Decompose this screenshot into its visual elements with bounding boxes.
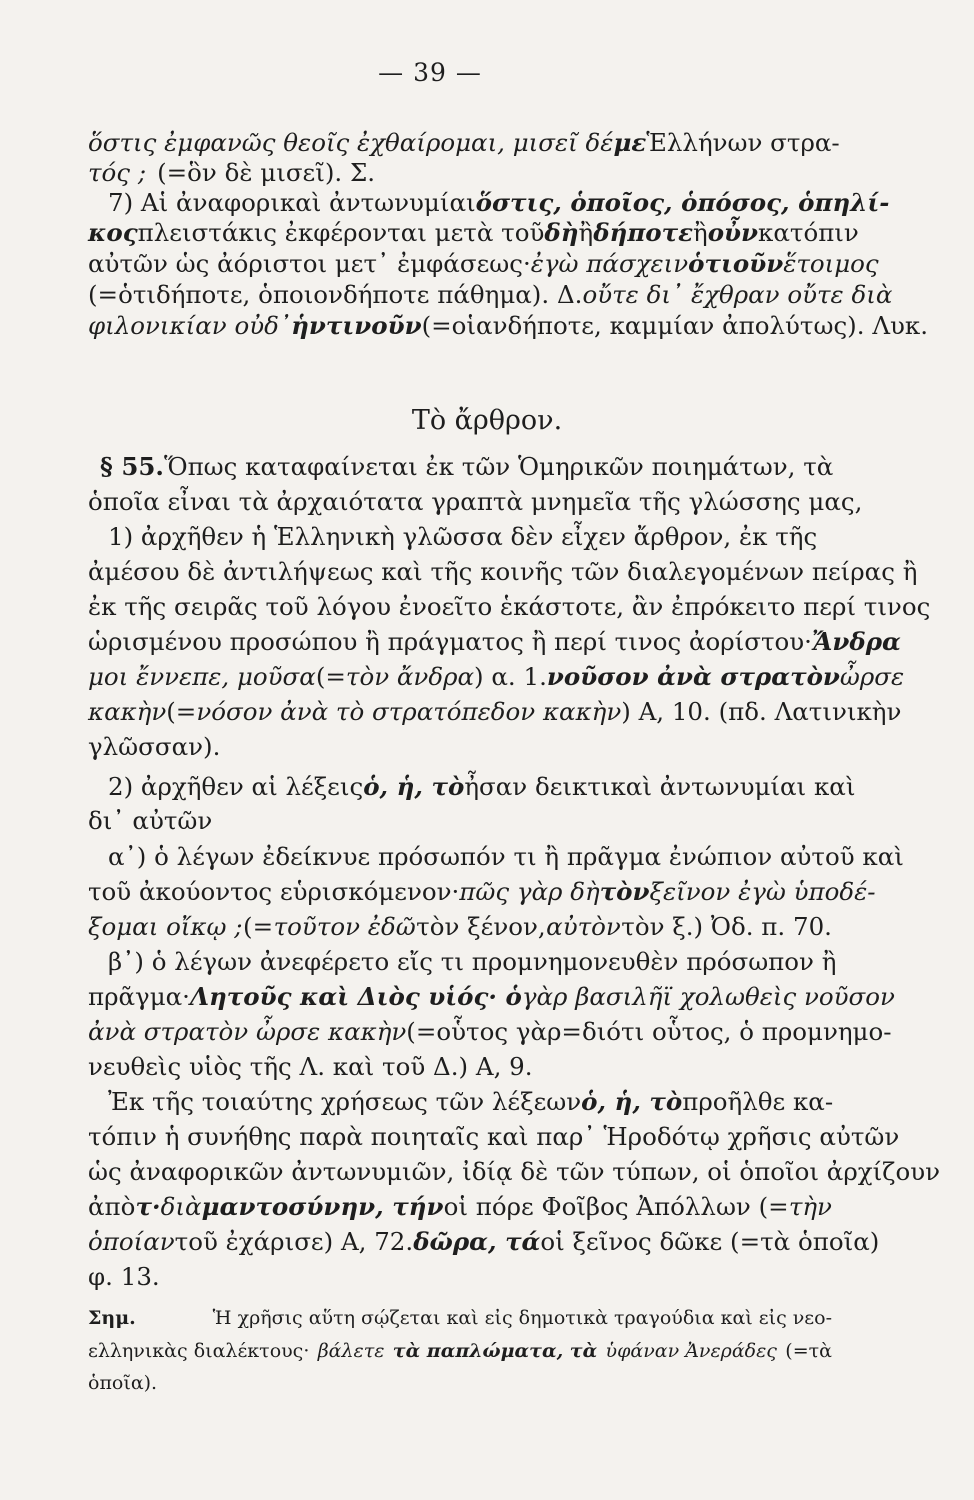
text-segment: πρᾶγμα· bbox=[88, 982, 190, 1011]
text-segment: πλειστάκις ἐκφέρονται μετὰ τοῦ bbox=[137, 218, 545, 247]
text-segment: νοῦσον ἀνὰ στρατὸν bbox=[546, 662, 840, 691]
text-segment: αὐτὸν bbox=[546, 912, 621, 941]
text-segment: οὔτε δι᾽ ἔχθραν οὔτε διὰ bbox=[582, 280, 893, 309]
text-line bbox=[88, 1017, 892, 1047]
text-segment: μαντοσύνην, τήν bbox=[201, 1192, 444, 1221]
text-segment: τὸν ξ.) Ὀδ. π. 70. bbox=[621, 912, 832, 941]
text-segment: β᾽) ὁ λέγων ἀνεφέρετο εἴς τι προμνημονευθὲν πρόσωπον ἢ bbox=[108, 947, 837, 976]
text-segment: δὴ bbox=[544, 218, 579, 247]
text-segment: τοῦτον ἐδῶ bbox=[273, 912, 416, 941]
text-segment: οὖν bbox=[707, 218, 759, 247]
text-segment: τ· bbox=[135, 1192, 161, 1221]
text-segment: ) Α, 10. (πδ. Λατινικὴν bbox=[621, 697, 902, 726]
text-segment: Ἐκ τῆς τοιαύτης χρήσεως τῶν λέξεων bbox=[108, 1087, 582, 1116]
text-segment: ἢ bbox=[693, 218, 708, 247]
text-line bbox=[108, 188, 890, 218]
text-segment: (=τὰ bbox=[785, 1340, 832, 1362]
text-line bbox=[88, 128, 840, 158]
text-segment: Ἡ χρῆσις αὕτη σῴζεται καὶ εἰς δημοτικὰ τραγούδια καὶ εἰς νεο- bbox=[212, 1307, 832, 1329]
text-segment: φιλονικίαν οὐδ᾽ bbox=[88, 311, 292, 340]
text-segment: τὸν bbox=[599, 877, 650, 906]
section-heading: Τὸ ἄρθρον. bbox=[411, 405, 563, 436]
text-segment: κατόπιν bbox=[758, 218, 859, 247]
text-segment: οἱ πόρε Φοῖβος Ἀπόλλων (= bbox=[443, 1192, 789, 1221]
text-line bbox=[88, 662, 905, 692]
text-line bbox=[88, 806, 832, 836]
text-segment: πῶς γὰρ δὴ bbox=[459, 877, 600, 906]
text-segment: ὁ, ἡ, τὸ bbox=[363, 772, 465, 801]
text-segment: ξεῖνον ἐγὼ ὑποδέ- bbox=[649, 877, 876, 906]
text-segment: με bbox=[613, 128, 647, 157]
text-line bbox=[108, 947, 837, 977]
text-segment: ἀπὸ bbox=[88, 1192, 136, 1221]
text-segment: ἐκ τῆς σειρᾶς τοῦ λόγου ἐνοεῖτο ἑκάστοτε, ἂν ἐπρόκειτο περί τινος bbox=[88, 592, 931, 621]
text-segment: ὦρσε bbox=[839, 662, 905, 691]
text-segment: ἀνὰ στρατὸν ὦρσε κακὴν bbox=[88, 1017, 407, 1046]
text-line bbox=[108, 522, 832, 552]
text-segment: Ὅπως καταφαίνεται ἐκ τῶν Ὁμηρικῶν ποιημάτων, τὰ bbox=[163, 452, 834, 481]
text-segment: (=οὗτος γὰρ=διότι οὗτος, ὁ προμνημο- bbox=[406, 1017, 892, 1046]
text-segment: δι᾽ αὐτῶν bbox=[88, 806, 213, 835]
text-segment: (=ὃν δὲ μισεῖ). Σ. bbox=[157, 158, 376, 187]
text-segment: μοι ἔννεπε, μοῦσα bbox=[88, 662, 316, 691]
text-line bbox=[88, 280, 893, 310]
text-line bbox=[108, 772, 856, 802]
text-segment: (=ὁτιδήποτε, ὁποιονδήποτε πάθημα). Δ. bbox=[88, 280, 583, 309]
text-segment: Ἄνδρα bbox=[811, 627, 901, 656]
text-segment: (= bbox=[243, 912, 274, 941]
text-segment: ὁποῖα εἶναι τὰ ἀρχαιότατα γραπτὰ μνημεῖα τῆς γλώσσης μας, bbox=[88, 487, 863, 516]
text-segment: τοῦ ἐχάρισε) Α, 72. bbox=[174, 1227, 414, 1256]
text-segment: γὰρ βασιλῆϊ χολωθεὶς νοῦσον bbox=[521, 982, 895, 1011]
text-segment: ὅστις, ὁποῖος, ὁπόσος, ὁπηλί- bbox=[475, 188, 890, 217]
text-segment: κακὴν bbox=[88, 697, 167, 726]
text-segment: γλῶσσαν). bbox=[88, 732, 221, 761]
text-segment: τὸν ξένον, bbox=[416, 912, 546, 941]
text-segment: § 55. bbox=[100, 452, 164, 481]
text-line bbox=[88, 1052, 832, 1082]
text-segment: νευθεὶς υἱὸς τῆς Λ. καὶ τοῦ Δ.) Α, 9. bbox=[88, 1052, 533, 1081]
text-segment: Σημ. bbox=[88, 1307, 136, 1329]
text-segment: οἱ ξεῖνος δῶκε (=τὰ ὁποῖα) bbox=[540, 1227, 880, 1256]
text-line bbox=[100, 452, 832, 482]
text-segment: α᾽) ὁ λέγων ἐδείκνυε πρόσωπόν τι ἢ πρᾶγμα ἐνώπιον αὐτοῦ καὶ bbox=[108, 842, 904, 871]
text-segment: τὸν ἄνδρα bbox=[345, 662, 475, 691]
text-segment: ὁτιοῦν bbox=[688, 249, 784, 278]
text-segment: 7) Αἱ ἀναφορικαὶ ἀντωνυμίαι bbox=[108, 188, 476, 217]
text-line bbox=[88, 592, 931, 622]
text-segment: 2) ἀρχῆθεν αἱ λέξεις bbox=[108, 772, 364, 801]
text-line bbox=[88, 1157, 940, 1187]
text-line bbox=[88, 1262, 832, 1292]
text-segment: (= bbox=[315, 662, 346, 691]
text-segment: φ. 13. bbox=[88, 1262, 160, 1291]
text-segment: ὁποίαν bbox=[88, 1227, 175, 1256]
text-line bbox=[88, 311, 929, 341]
text-segment: ὁ, ἡ, τὸ bbox=[581, 1087, 683, 1116]
text-line bbox=[88, 627, 901, 657]
note-line bbox=[88, 1370, 832, 1396]
text-segment: δῶρα, τά bbox=[413, 1227, 541, 1256]
text-line bbox=[88, 697, 902, 727]
text-segment: ἕτοιμος bbox=[783, 249, 879, 278]
text-segment: ὁποῖα). bbox=[88, 1372, 158, 1394]
text-segment: (= bbox=[166, 697, 197, 726]
text-line bbox=[88, 158, 832, 188]
text-segment: ἢ bbox=[578, 218, 594, 247]
text-segment: Λητοῦς καὶ Διὸς υἱός· ὁ bbox=[189, 982, 522, 1011]
text-line bbox=[88, 557, 918, 587]
text-line bbox=[88, 982, 895, 1012]
text-segment: τοῦ ἀκούοντος εὑρισκόμενον· bbox=[88, 877, 460, 906]
text-line bbox=[88, 218, 859, 248]
text-line bbox=[88, 487, 863, 517]
text-segment: δήποτε bbox=[593, 218, 694, 247]
text-segment: 1) ἀρχῆθεν ἡ Ἑλληνικὴ γλῶσσα δὲν εἶχεν ἄρθρον, ἐκ τῆς bbox=[108, 522, 818, 551]
text-segment: διὰ bbox=[160, 1192, 202, 1221]
text-segment: κος bbox=[88, 218, 138, 247]
text-line bbox=[88, 877, 876, 907]
text-segment: προῆλθε κα- bbox=[682, 1087, 834, 1116]
text-segment: ἦσαν δεικτικαὶ ἀντωνυμίαι καὶ bbox=[464, 772, 856, 801]
text-segment: Ἑλλήνων στρα- bbox=[646, 128, 840, 157]
text-segment: τός ; bbox=[88, 158, 147, 187]
page-number: — 39 — bbox=[378, 58, 482, 87]
text-segment: ἐγὼ πάσχειν bbox=[530, 249, 689, 278]
text-line bbox=[88, 1122, 900, 1152]
text-line bbox=[88, 249, 879, 279]
note-line bbox=[88, 1338, 832, 1364]
text-segment: ἡντινοῦν bbox=[291, 311, 422, 340]
text-line bbox=[88, 732, 832, 762]
text-line bbox=[108, 842, 904, 872]
text-segment: ὡρισμένου προσώπου ἢ πράγματος ἢ περί τινος ἀορίστου· bbox=[88, 627, 812, 656]
text-line bbox=[108, 1087, 832, 1117]
text-segment: αὐτῶν ὡς ἀόριστοι μετ᾽ ἐμφάσεως· bbox=[88, 249, 531, 278]
text-segment: νόσον ἀνὰ τὸ στρατόπεδον κακὴν bbox=[196, 697, 622, 726]
text-segment: τὰ παπλώματα, τὰ bbox=[392, 1340, 598, 1362]
text-segment: ξομαι οἴκῳ ; bbox=[88, 912, 243, 941]
note-line bbox=[88, 1305, 832, 1331]
text-segment: ὡς ἀναφορικῶν ἀντωνυμιῶν, ἰδίᾳ δὲ τῶν τύπων, οἱ ὁποῖοι ἀρχίζουν bbox=[88, 1157, 940, 1186]
text-segment: τὴν bbox=[788, 1192, 832, 1221]
text-line bbox=[88, 912, 832, 942]
text-segment: (=οἱανδήποτε, καμμίαν ἀπολύτως). Λυκ. bbox=[421, 311, 929, 340]
text-segment: τόπιν ἡ συνήθης παρὰ ποιηταῖς καὶ παρ᾽ Ἡροδότῳ χρῆσις αὐτῶν bbox=[88, 1122, 900, 1151]
text-segment: ἀμέσου δὲ ἀντιλήψεως καὶ τῆς κοινῆς τῶν διαλεγομένων πείρας ἢ bbox=[88, 557, 918, 586]
text-segment: ὑφάναν Ἀνεράδες bbox=[605, 1340, 777, 1362]
text-line bbox=[88, 1192, 832, 1222]
text-segment: ελληνικὰς διαλέκτους· bbox=[88, 1340, 310, 1362]
text-segment: ὅστις ἐμφανῶς θεοῖς ἐχθαίρομαι, μισεῖ δέ bbox=[88, 128, 614, 157]
text-segment: ) α. 1. bbox=[474, 662, 547, 691]
text-line bbox=[88, 1227, 880, 1257]
text-segment: βάλετε bbox=[317, 1340, 385, 1362]
